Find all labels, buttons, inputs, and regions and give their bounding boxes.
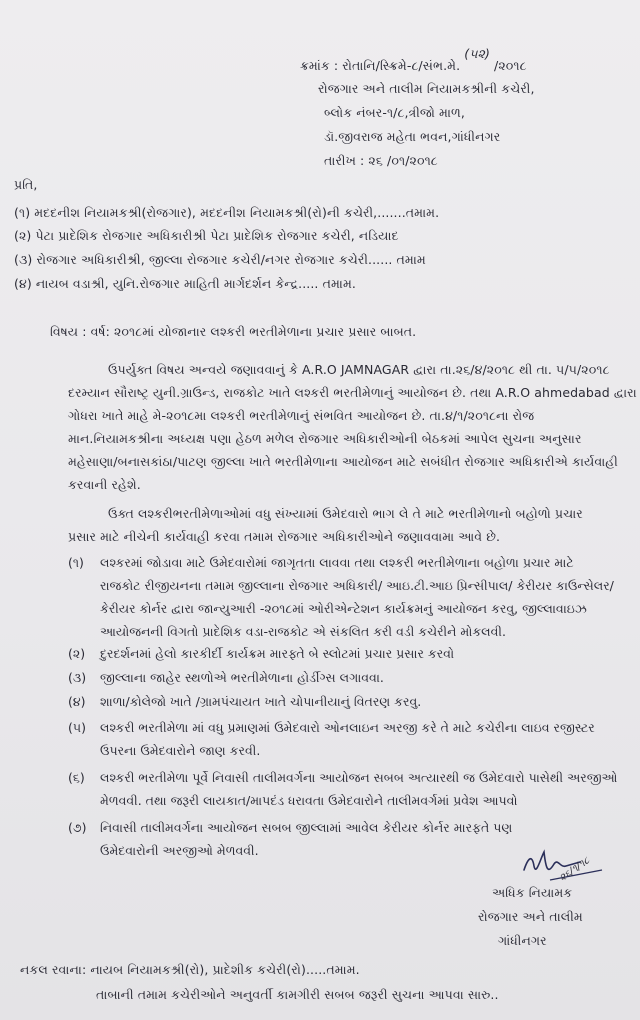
recipient-2: (૨) પેટા પ્રાદેશિક રોજગાર અધિકારીશ્રી પેટા પ્રાદેશિક રોજગાર કચેરી, નડિયાદ (14, 228, 399, 243)
paragraph-line: કરવાની રહેશે. (68, 477, 141, 492)
reference-prefix: ક્રમાંક : રોતાનિ/સ્ક્રિમે-૮/સંભ.મે. (300, 58, 461, 73)
subject-line: વિષય : વર્ષ: ૨૦૧૮માં યોજાનાર લશ્કરી ભરતીમેળાના પ્રચાર પ્રસાર બાબત. (50, 324, 417, 339)
copy-to-line: નકલ રવાના: નાયબ નિયામકશ્રી(રો), પ્રાદેશીક કચેરી(રો).....તમામ. (20, 962, 360, 977)
recipient-4: (૪) નાયબ વડાશ્રી, યુનિ.રોજગાર માહિતી માર્ગદર્શન કેન્દ્ર..... તમામ. (14, 276, 356, 291)
copy-to-instruction: તાબાની તમામ કચેરીઓને અનુવર્તી કામગીરી સબબ જરૂરી સુચના આપવા સારુ.. (96, 987, 499, 1002)
list-item-number: (૨) (68, 646, 86, 661)
list-item (100, 770, 630, 809)
to-label: પ્રતિ, (14, 177, 38, 192)
reference-number (300, 46, 527, 74)
signatory-place: ગાંધીનગર (498, 933, 547, 948)
list-item-line: ઉપરના ઉમેદવારોને જાણ કરવી. (100, 743, 261, 758)
list-item-line: લશ્કરી ભરતીમેળા માં વધુ પ્રમાણમાં ઉમેદવારો ઓનલાઇન અરજી કરે તે માટે કચેરીના લાઇવ રજીસ્ટર (100, 720, 595, 735)
list-item (100, 646, 630, 662)
list-item-line: શાળા/કોલેજો ખાતે /ગ્રામપંચાયત ખાતે ચોપાનીયાનું વિતરણ કરવુ. (100, 694, 422, 709)
list-item (100, 694, 630, 710)
list-item (100, 670, 630, 686)
letter-date: તારીખ : ૨૬ /૦૧/૨૦૧૮ (324, 153, 438, 168)
reference-handwritten-number: (૫૨) (464, 46, 490, 61)
list-item-line: દુરદર્શનમાં હેલો કારકીર્દી કાર્યક્રમ મારફ્તે બે સ્લોટમાં પ્રચાર પ્રસાર કરવો (100, 646, 455, 661)
list-item-line: ઉમેદવારોની અરજીઓ મેળવવી. (100, 843, 259, 858)
office-name: રોજગાર અને તાલીમ નિયામકશ્રીની કચેરી, (318, 81, 535, 96)
list-item (100, 720, 630, 759)
signatory-department: રોજગાર અને તાલીમ (478, 909, 583, 924)
list-item-line: લશ્કરી ભરતીમેળા પૂર્વે નિવાસી તાલીમવર્ગના આયોજન સબબ અત્યારથી જ ઉમેદવારો પાસેથી અરજીઓ (100, 770, 618, 785)
signatory-title: અધિક નિયામક (492, 885, 573, 900)
paragraph-line: ઉપર્યુક્ત વિષય અન્વયે જણાવવાનું કે A.R.O JAMNAGAR દ્વારા તા.૨૬/૪/૨૦૧૮ થી તા. ૫/૫/૨૦૧૮ (108, 362, 610, 377)
recipient-3: (૩) રોજગાર અધિકારીશ્રી, જીલ્લા રોજગાર કચેરી/નગર રોજગાર કચેરી...... તમામ (14, 252, 426, 267)
paragraph-line: માન.નિયામકશ્રીના અધ્યક્ષ પણા હેઠળ મળેલ રોજગાર અધિકારીઓની બેઠકમાં આપેલ સુચના અનુસાર (68, 431, 582, 446)
recipient-1: (૧) મદદનીશ નિયામકશ્રી(રોજગાર), મદદનીશ નિયામકશ્રી(રો)ની કચેરી,.......તમામ. (14, 205, 440, 220)
list-item-line: નિવાસી તાલીમવર્ગના આયોજન સબબ જીલ્લામાં આવેલ કેરીયર કોર્નર મારફતે પણ (100, 820, 513, 835)
reference-year: /૨૦૧૮ (494, 58, 527, 73)
list-item (100, 555, 630, 640)
list-item-number: (૪) (68, 694, 86, 709)
list-item-line: જીલ્લાના જાહેર સ્થળોએ ભરતીમેળાના હોર્ડીગ્સ લગાવવા. (100, 670, 384, 685)
list-item-number: (૭) (68, 820, 87, 835)
list-item-number: (૫) (68, 720, 86, 735)
list-item-line: રાજકોટ રીજીયનના તમામ જીલ્લાના રોજગાર અધિકારી/ આઇ.ટી.આઇ પ્રિન્સીપાલ/ કેરીયર કાઉન્સેલર/ (100, 578, 614, 593)
block-address: બ્લોક નંબર-૧/૮,ત્રીજો માળ, (324, 105, 465, 120)
paragraph-line: ગોધરા ખાતે માહે મે-૨૦૧૮મા લશ્કરી ભરતીમેળાનું સંભવિત આયોજન છે. તા.૪/૧/૨૦૧૮ના રોજ (68, 408, 535, 423)
list-item-line: લશ્કરમાં જોડાવા માટે ઉમેદવારોમાં જાગૃતતા લાવવા તથા લશ્કરી ભરતીમેળાના બહોળા પ્રચાર માટે (100, 555, 574, 570)
list-item-line: આયોજનની વિગતો પ્રાદેશિક વડા-રાજકોટ એ સંકલિત કરી વડી કચેરીને મોકલવી. (100, 624, 506, 639)
paragraph-line: ઉક્ત લશ્કરીભરતીમેળાઓમાં વધુ સંખ્યામાં ઉમેદવારો ભાગ લે તે માટે ભરતીમેળાનો બહોળો પ્રચાર (108, 506, 583, 521)
list-item-line: કેરીયર કોર્નર દ્વારા જાન્યુઆરી -૨૦૧૮માં ઓરીએન્ટેશન કાર્યક્રમનું આયોજન કરવુ, જીલ્લાવાઇઝ (100, 601, 587, 616)
list-item-number: (૬) (68, 770, 85, 785)
list-item-number: (૧) (68, 555, 84, 570)
paragraph-line: પ્રસાર માટે નીચેની કાર્યવાહી કરવા તમામ રોજગાર અધિકારીઓને જણાવવામા આવે છે. (68, 529, 501, 544)
list-item-line: મેળવવી. તથા જરૂરી લાયકાત/માપદંડ ધરાવતા ઉમેદવારોને તાલીમવર્ગમાં પ્રવેશ આપવો (100, 793, 518, 808)
signature-date: ૨૬/૧/૧૮ (557, 855, 592, 884)
list-item-number: (૩) (68, 670, 87, 685)
building-address: ડૉ.જીવરાજ મહેતા ભવન,ગાંધીનગર (324, 129, 501, 144)
paragraph-line: મહેસાણા/બનાસકાંઠા/પાટણ જીલ્લા ખાતે ભરતીમેળાના આયોજન માટે સબંધીત રોજગાર અધિકારીએ કાર્યવાહી (68, 454, 618, 469)
paragraph-line: દરમ્યાન સૌરાષ્ટ્ર યુની.ગ્રાઉન્ડ, રાજકોટ ખાતે લશ્કરી ભરતીમેળાનું આયોજન છે. તથા A.R.O ahmedabad દ્વારા (68, 385, 637, 400)
